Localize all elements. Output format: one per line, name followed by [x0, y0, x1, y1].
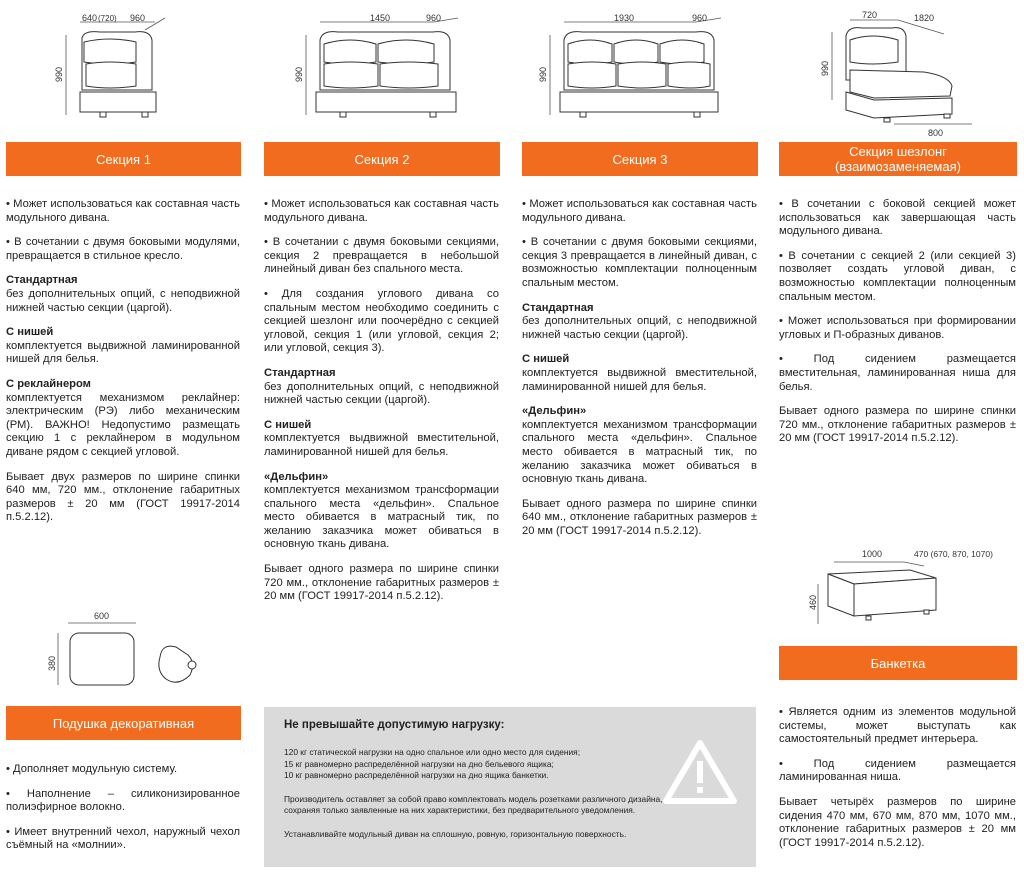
section-2-width-label: 1450 [370, 13, 391, 23]
chaise-title: Секция шезлонг [849, 144, 947, 159]
warning-lines [284, 747, 664, 841]
section-2-depth-label: 960 [426, 13, 442, 23]
section-1-width-label: 640 [82, 13, 98, 23]
s2-p5: комплектуется механизмом трансформации спального места «дельфин». Спальное место обивается в матрасный тик, по желанию заказчика может обиваться в основную ткань дивана. [264, 484, 499, 551]
s3-h2: Стандартная [522, 301, 594, 314]
warning-line-1: 15 кг равномерно распределённой нагрузки на дно бельевого ящика; [284, 758, 554, 769]
section-1-title: Секция 1 [96, 151, 151, 167]
chaise-text [779, 198, 1016, 457]
section-2-title: Секция 2 [354, 151, 410, 167]
section-2-drawing [258, 0, 514, 140]
s4-p0: • В сочетании с боковой секцией может использоваться как завершающая часть модульного дивана. [779, 198, 1016, 238]
s2-p2: • Для создания углового дивана со спальным местом необходимо соединить с секцией шезлонг или поочерёдно с секцией угловой, секция 1 (или угловой, секция 2; или угловой, секция 3). [264, 287, 499, 355]
section-3-text [522, 198, 757, 549]
chaise-drawing [774, 0, 1024, 140]
s2-h3: Стандартная [264, 366, 336, 379]
bench-p0: • Является одним из элементов модульной системы, может выступать как самостоятельный предмет интерьера. [779, 706, 1016, 746]
pillow-drawing [0, 605, 256, 705]
s1-h4: С реклайнером [6, 377, 91, 390]
section-3-depth-label: 960 [692, 13, 708, 23]
s3-p3: комплектуется выдвижной вместительной, ламинированной нишей для белья. [522, 366, 757, 393]
section-1-banner [6, 142, 241, 176]
bench-p2: Бывает четырёх размеров по ширине сидения 470 мм, 670 мм, 870 мм, 1070 мм., отклонение габаритных размеров ± 20 мм (ГОСТ 19917-2014 п.5.2.12). [779, 795, 1016, 849]
bench-width-label: 1000 [862, 549, 883, 559]
section-3-width-label: 1930 [614, 13, 635, 23]
s2-p6: Бывает одного размера по ширине спинки 720 мм., отклонение габаритных размеров ± 20 мм (ГОСТ 19917-2014 п.5.2.12). [264, 563, 499, 603]
section-3-banner [522, 142, 758, 176]
chaise-base-label: 800 [928, 128, 944, 138]
bench-depth-label: 470 (670, 870, 1070) [914, 549, 993, 559]
chaise-depth-label: 1820 [914, 13, 935, 23]
section-3-title: Секция 3 [612, 151, 668, 167]
s1-p1: • В сочетании с двумя боковыми модулями, превращается в стильное кресло. [6, 236, 240, 262]
s4-p2: • Может использоваться при формировании угловых и П-образных диванов. [779, 315, 1016, 341]
section-2-height-label: 990 [294, 66, 304, 82]
warning-triangle-icon [660, 737, 740, 809]
section-3-drawing [516, 0, 772, 140]
s3-p1: • В сочетании с двумя боковыми секциями, секция 3 превращается в линейный диван, с возможностью комплектации полноценным спальным местом. [522, 236, 757, 289]
pillow-p1: • Наполнение – силиконизированное полиэфирное волокно. [6, 787, 240, 814]
s3-h3: С нишей [522, 353, 570, 366]
section-2-banner [264, 142, 500, 176]
warning-title: Не превышайте допустимую нагрузку: [284, 719, 505, 731]
s1-h2: Стандартная [6, 274, 78, 287]
chaise-width-label: 720 [862, 10, 878, 20]
s3-p2: без дополнительных опций, с неподвижной нижней частью секции (царгой). [522, 315, 757, 341]
warning-note-2: Устанавливайте модульный диван на сплошную, ровную, горизонтальную поверхность. [284, 828, 627, 839]
pillow-p0: • Дополняет модульную систему. [6, 763, 178, 775]
chaise-banner [779, 142, 1017, 176]
s1-p4: комплектуется механизмом реклайнер: электрическим (РЭ) либо механическим (РМ). ВАЖНО! Недопустимо размещать секцию 1 с реклайнером в модульном диване рядом с секцией угловой. [6, 391, 240, 458]
s3-h4: «Дельфин» [522, 405, 587, 418]
s1-h3: С нишей [6, 326, 54, 339]
pillow-width-label: 600 [94, 611, 110, 621]
section-1-text [6, 198, 240, 536]
pillow-title: Подушка декоративная [52, 715, 195, 731]
s3-p5: Бывает одного размера по ширине спинки 640 мм., отклонение габаритных размеров ± 20 мм (ГОСТ 19917-2014 п.5.2.12). [522, 497, 757, 537]
section-1-depth-label: 960 [130, 13, 146, 23]
section-1-drawing [0, 0, 256, 140]
s2-h5: «Дельфин» [264, 470, 329, 483]
chaise-subtitle: (взаимозаменяемая) [835, 159, 961, 174]
s4-p4: Бывает одного размера по ширине спинки 720 мм., отклонение габаритных размеров ± 20 мм (ГОСТ 19917-2014 п.5.2.12). [779, 405, 1016, 445]
bench-height-label: 460 [808, 594, 818, 610]
s4-p1: • В сочетании с секцией 2 (или секцией 3) позволяет создать угловой диван, с возможностью комплектации полноценным спальным местом. [779, 249, 1016, 303]
bench-banner [779, 646, 1017, 680]
load-warning-panel [264, 707, 756, 867]
warning-note: Производитель оставляет за собой право комплектовать модель розетками различного дизайна, сохраняя только заявленные на них характеристики, без предварительного уведомления. [284, 793, 663, 816]
s1-p5: Бывает двух размеров по ширине спинки 640 мм, 720 мм., отклонение габаритных размеров ± 20 мм (ГОСТ 19917-2014 п.5.2.12). [6, 470, 240, 524]
s4-p3: • Под сидением размещается вместительная, ламинированная ниша для белья. [779, 353, 1016, 393]
s2-p1: • В сочетании с двумя боковыми секциями, секция 2 превращается в небольшой линейный диван без спального места. [264, 236, 499, 276]
pillow-height-label: 380 [47, 655, 57, 671]
bench-p1: • Под сидением размещается ламинированная ниша. [779, 757, 1016, 784]
s1-p0: • Может использоваться как составная часть модульного дивана. [6, 198, 240, 224]
s3-p0: • Может использоваться как составная часть модульного дивана. [522, 198, 757, 224]
chaise-height-label: 990 [820, 60, 830, 76]
s2-h4: С нишей [264, 418, 312, 431]
s2-p4: комплектуется выдвижной вместительной, ламинированной нишей для белья. [264, 432, 499, 458]
warning-line-2: 10 кг равномерно распределённой нагрузки на дно ящика банкетки. [284, 770, 549, 781]
pillow-p2: • Имеет внутренний чехол, наружный чехол съёмный на «молнии». [6, 825, 240, 852]
bench-drawing [774, 540, 1024, 640]
pillow-text [6, 763, 240, 864]
section-2-text [264, 198, 499, 615]
pillow-banner [6, 706, 241, 740]
s2-p0: • Может использоваться как составная часть модульного дивана. [264, 198, 499, 224]
s1-p2: без дополнительных опций, с неподвижной нижней частью секции (царгой). [6, 287, 240, 314]
section-1-width-alt-label: (720) [98, 14, 117, 23]
section-1-height-label: 990 [54, 66, 64, 82]
s3-p4: комплектуется механизмом трансформации спального места «дельфин». Спальное место обивается в матрасный тик, по желанию заказчика может обиваться в основную ткань дивана. [522, 418, 757, 486]
bench-title: Банкетка [870, 655, 926, 671]
s1-p3: комплектуется выдвижной ламинированной нишей для белья. [6, 339, 240, 366]
bench-text [779, 706, 1016, 861]
warning-line-0: 120 кг статической нагрузки на одно спальное или одно место для сидения; [284, 747, 581, 757]
s2-p3: без дополнительных опций, с неподвижной нижней частью секции (царгой). [264, 380, 499, 407]
section-3-height-label: 990 [538, 66, 548, 82]
